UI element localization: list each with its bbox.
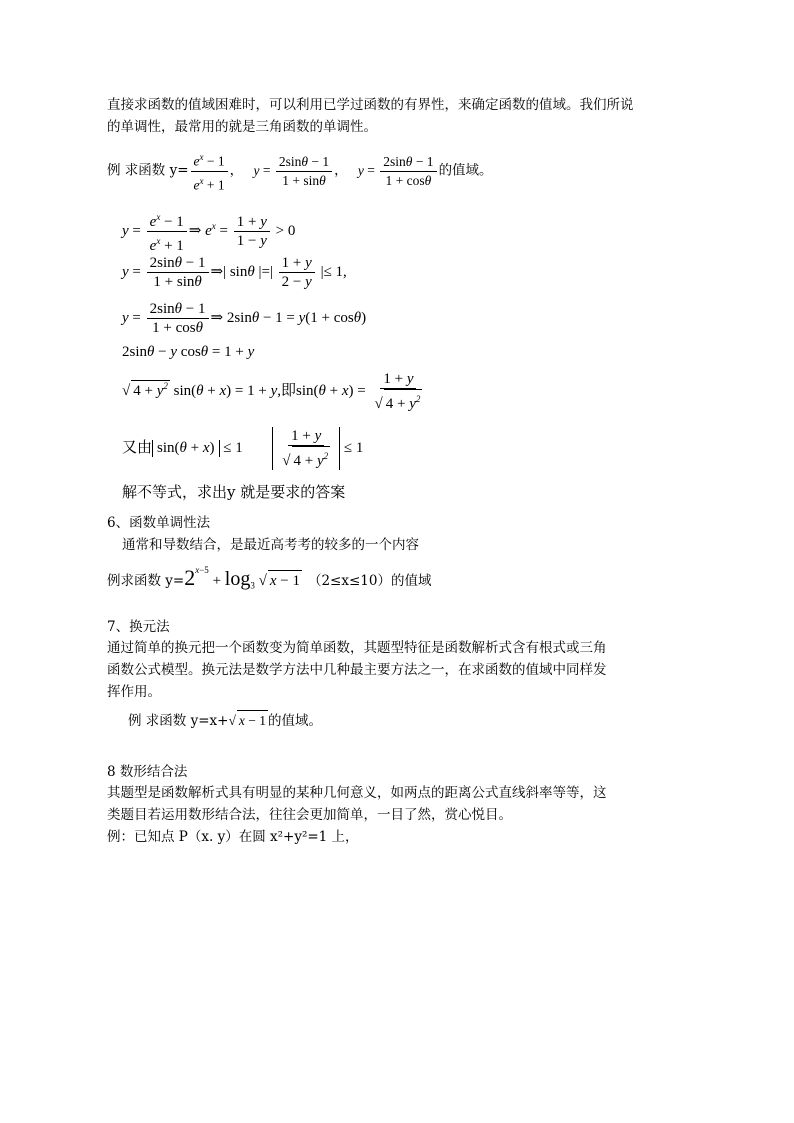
example-1: 例 求函数 y= $\frac{e^x - 1}{e^x + 1}$ ， y = $\frac{2\sin\theta - 1}{1 + \sin\theta}$ ， y = $\frac{2\sin\theta - 1}{1 + \cos\theta}$ 的值域。 <box>107 148 493 194</box>
paragraph-line: 例：已知点 P（x. y）在圆 x²+y²=1 上， <box>107 829 359 845</box>
section-8-title: 8 数形结合法 <box>107 764 188 780</box>
section-6-example: 例求函数 $y=2^{x-5} + \log_3$ √ x − 1 （2≤x≤10）的值域 <box>107 565 432 591</box>
paragraph-line: 函数公式模型。换元法是数学方法中几种最主要方法之一，在求函数的值域中同样发 <box>107 662 607 678</box>
example-suffix: 的值域。 <box>268 713 322 729</box>
section-6-desc: 通常和导数结合，是最近高考考的较多的一个内容 <box>122 537 419 553</box>
separator: ， <box>334 162 348 179</box>
paragraph-line: 直接求函数的值域困难时，可以利用已学过函数的有界性，来确定函数的值域。我们所说 <box>107 97 634 113</box>
section-7-example: 例 求函数 y=x+√ x − 1 的值域。 <box>128 710 322 731</box>
solution-eq-4: 2sinθ − y cosθ = 1 + y <box>122 344 255 360</box>
conclusion-line: 解不等式，求出y 就是要求的答案 <box>122 483 346 501</box>
youyou-text: 又由 <box>122 439 153 456</box>
section-6-title: 6、函数单调性法 <box>107 515 211 531</box>
paragraph-line: 类题目若运用数形结合法，往往会更加简单，一目了然，赏心悦目。 <box>107 807 512 823</box>
paragraph-line: 挥作用。 <box>107 684 161 700</box>
solution-eq-2: y = $\frac{2\sin\theta - 1}{1 + \sin\theta}$ ⇒| sinθ |=| $\frac{1 + y}{2 - y}$ |≤ 1, <box>122 255 347 290</box>
example-suffix: 的值域。 <box>438 162 493 179</box>
paragraph-line: 其题型是函数解析式具有明显的某种几何意义，如两点的距离公式直线斜率等等，这 <box>107 785 607 801</box>
formula-2: $\frac{2\sin\theta - 1}{1 + \sin\theta}$ <box>276 153 332 190</box>
formula-3: $\frac{2\sin\theta - 1}{1 + \cos\theta}$ <box>380 153 436 190</box>
separator: ， <box>229 162 244 179</box>
paragraph-line: 的单调性，最常用的就是三角函数的单调性。 <box>107 119 377 135</box>
solution-eq-6: 又由 sin(θ + x) ≤ 1 $\frac{1 + y}{√ 4 + y^2}$ ≤ 1 <box>122 428 364 469</box>
paragraph-line: 通过简单的换元把一个函数变为简单函数，其题型特征是函数解析式含有根式或三角 <box>107 640 607 656</box>
section-7-title: 7、换元法 <box>107 619 170 635</box>
example-prefix: 例 求函数 y= <box>107 162 189 179</box>
formula-1: $\frac{e^x - 1}{e^x + 1}$ <box>191 148 228 194</box>
solution-eq-5: √ $4 + y^2$ sin(θ + x) = 1 + y,即sin(θ + x) = $\frac{1 + y}{√ 4 + y^2}$ <box>122 371 421 412</box>
example-prefix: 例求函数 y= <box>107 573 185 589</box>
solution-eq-1: y = $\frac{e^x - 1}{e^x + 1}$ ⇒ $e^x$ = $\frac{1 + y}{1 - y}$ > 0 <box>122 208 295 255</box>
solution-eq-3: y = $\frac{2\sin\theta - 1}{1 + \cos\theta}$ ⇒ 2sinθ − 1 = y(1 + cosθ) <box>122 301 367 336</box>
example-prefix: 例 求函数 y=x+ <box>128 713 229 729</box>
example-range: （2≤x≤10）的值域 <box>307 573 432 589</box>
